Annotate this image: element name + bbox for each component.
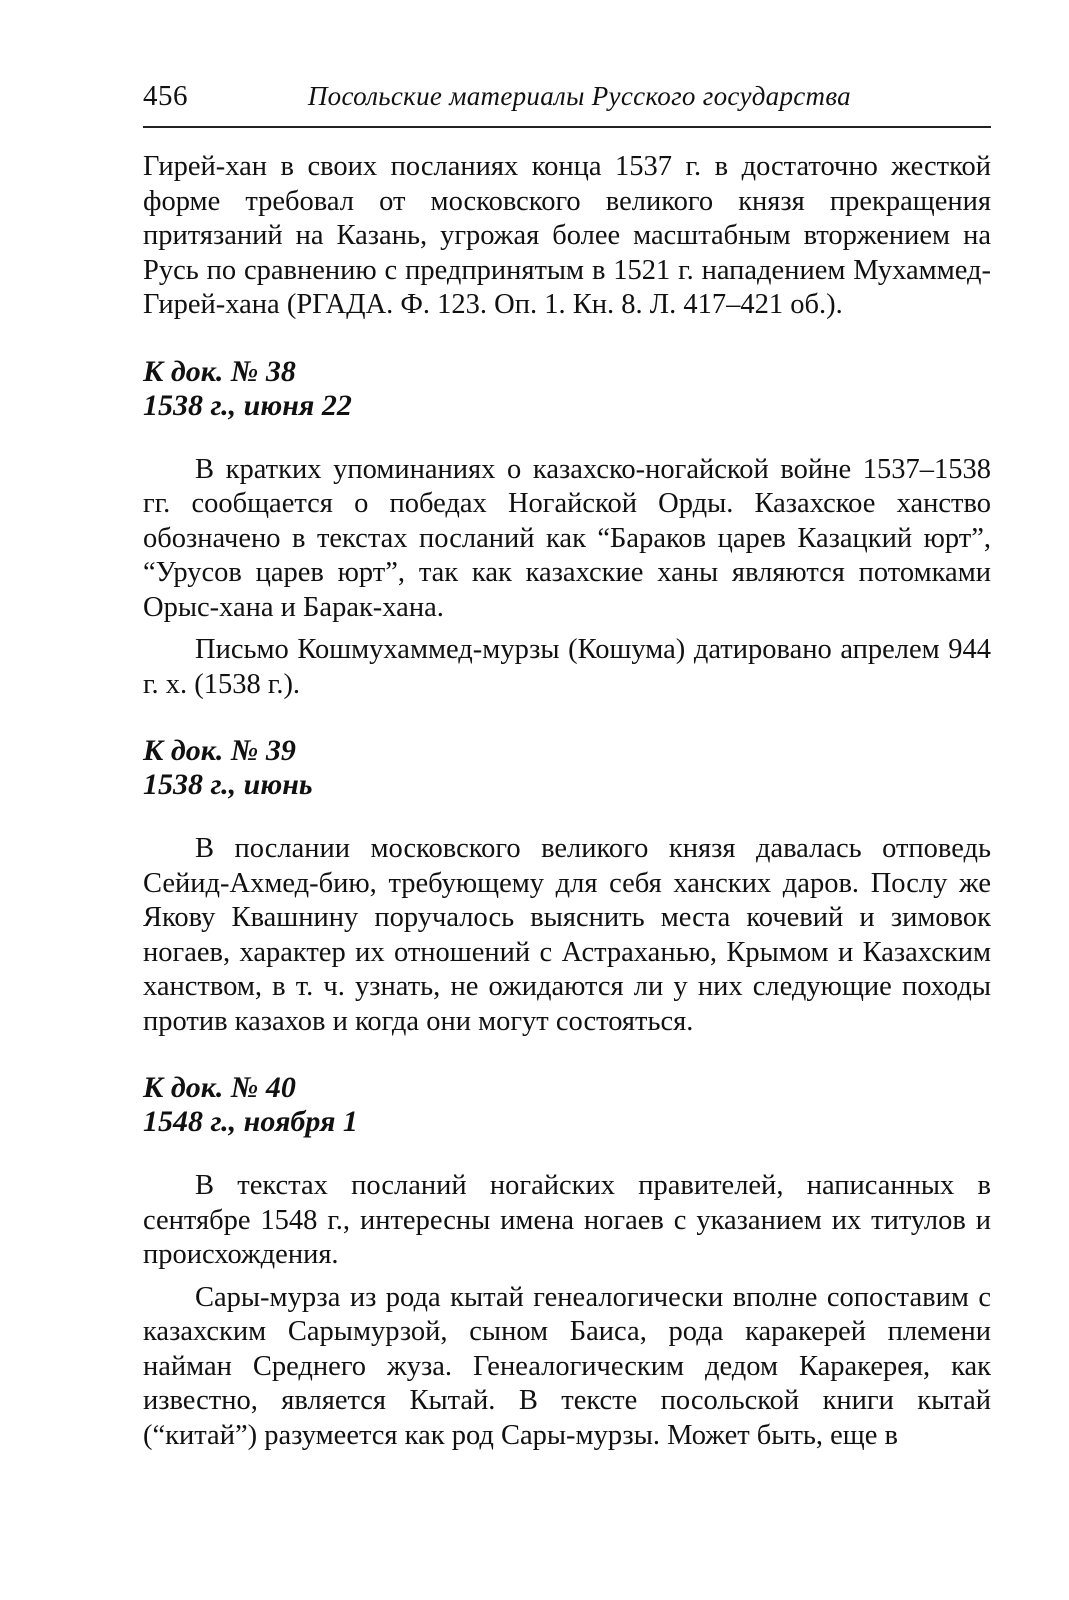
section-heading — [143, 1071, 991, 1139]
section-heading — [143, 734, 991, 802]
body-paragraph: Гирей-хан в своих посланиях конца 1537 г. в достаточно жесткой форме требовал от московского великого князя прекращения притязаний на Казань, угрожая более масштабным вторжением на Русь по сравнению с предпринятым в 1521 г. нападением Мухаммед-Гирей-хана (РГАДА. Ф. 123. Оп. 1. Кн. 8. Л. 417–421 об.). — [143, 151, 991, 320]
doc-date: 1548 г., ноября 1 — [143, 1105, 358, 1138]
doc-date: 1538 г., июня 22 — [143, 388, 352, 422]
doc-reference: К док. № 40 — [143, 1071, 296, 1104]
doc-date: 1538 г., июнь — [143, 768, 313, 801]
doc-reference: К док. № 39 — [143, 734, 296, 767]
body-paragraph: В послании московского великого князя давалась отповедь Сейид-Ахмед-бию, требующему для себя ханских даров. Послу же Якову Квашнину поручалось выяснить места кочевий и зимовок ногаев, характер их отношений с Астраханью, Крымом и Казахским ханством, в т. ч. узнать, не ожидаются ли у них следующие походы против казахов и когда они могут состояться. — [143, 833, 991, 1037]
body-paragraph: Письмо Кошмухаммед-мурзы (Кошума) датировано апрелем 944 г. х. (1538 г.). — [143, 634, 991, 700]
page-number: 456 — [143, 80, 188, 112]
running-title: Посольские материалы Русского государства — [307, 81, 851, 111]
section-heading — [143, 355, 991, 423]
doc-reference: К док. № 38 — [143, 354, 296, 388]
page — [143, 80, 991, 1453]
page-header — [143, 80, 991, 128]
body-paragraph: Сары-мурза из рода кытай генеалогически вполне сопоставим с казахским Сарымурзой, сыном Баиса, рода каракерей племени найман Среднего жуза. Генеалогическим дедом Каракерея, как известно, является Кытай. В тексте посольской книги кытай (“китай”) разумеется как род Сары-мурзы. Может быть, еще в — [143, 1281, 991, 1451]
body-paragraph: В текстах посланий ногайских правителей, написанных в сентябре 1548 г., интересны имена ногаев с указанием их титулов и происхождения. — [143, 1170, 991, 1270]
body-paragraph: В кратких упоминаниях о казахско-ногайской войне 1537–1538 гг. сообщается о победах Ногайской Орды. Казахское ханство обозначено в текстах посланий как “Бараков царев Казацкий юрт”, “Урусов царев юрт”, так как казахские ханы являются потомками Орыс-хана и Барак-хана. — [143, 453, 991, 623]
